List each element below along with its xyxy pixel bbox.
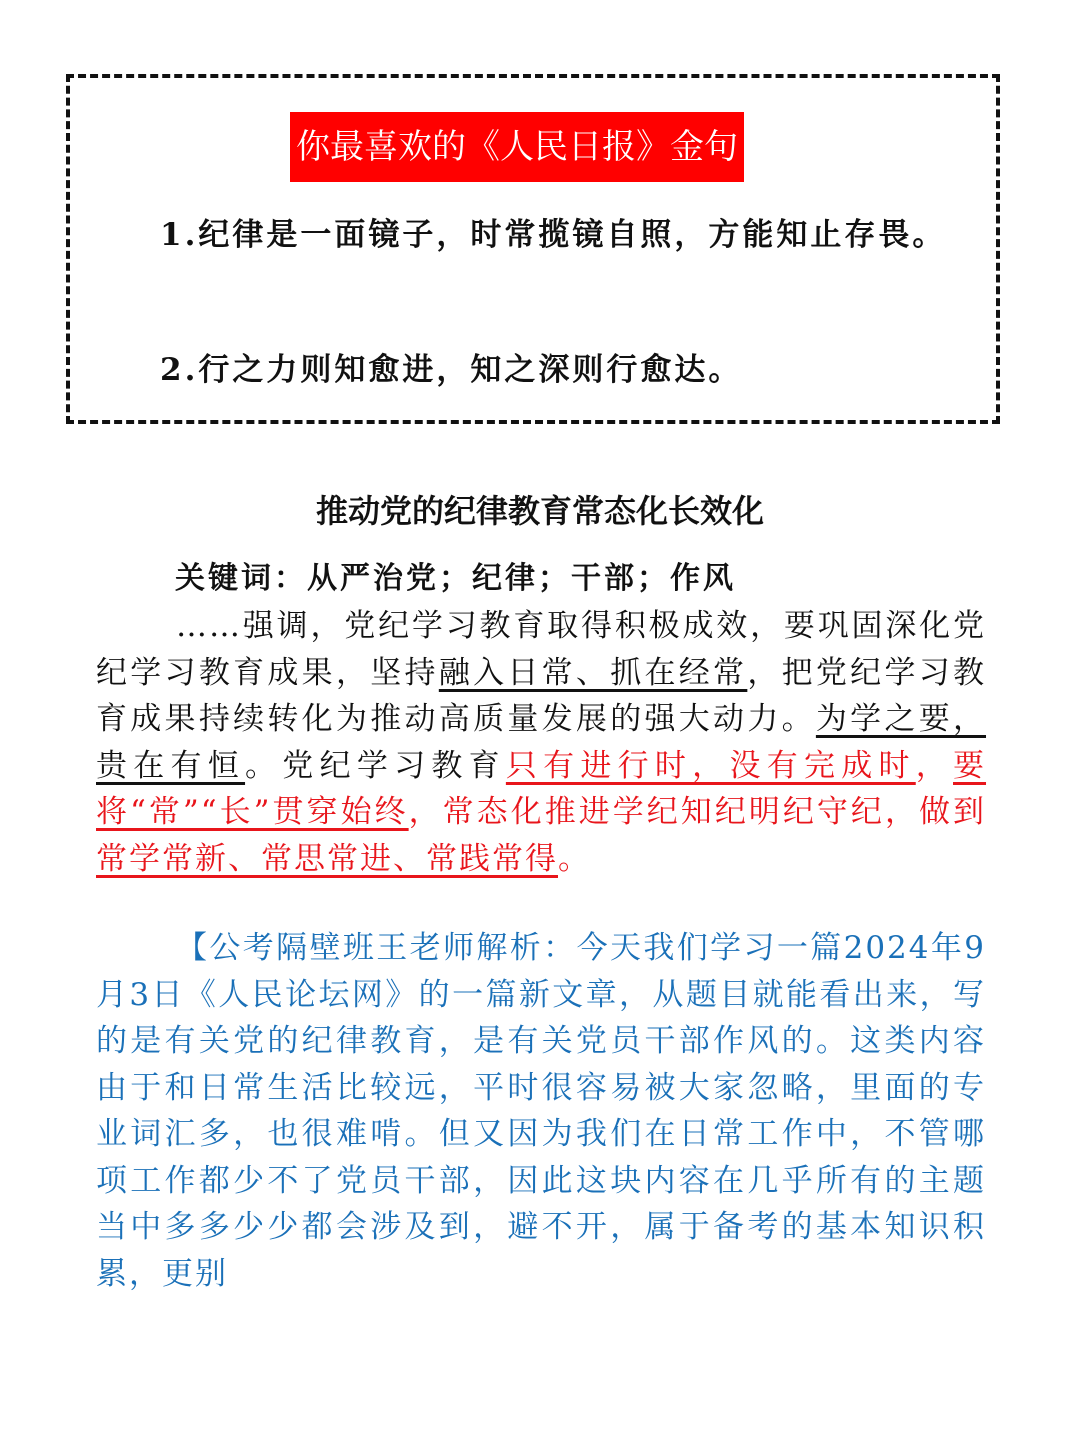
highlight-phrase: 只有进行时，没有完成时 [505, 747, 916, 784]
paragraph-text: ……强调，党纪学习教育取得积极成效，要巩固深化党纪学习教育成果，坚持 [96, 608, 986, 691]
underlined-phrase: 融入日常、抓在经常 [438, 654, 748, 691]
quote-1: 1.纪律是一面镜子，时常揽镜自照，方能知止存畏。 [160, 217, 947, 253]
article-paragraph [96, 603, 986, 882]
highlight-text: ， [915, 747, 954, 784]
highlight-phrase: 要将“常”“长”贯穿始终 [96, 747, 987, 830]
quote-2: 2.行之力则知愈进，知之深则行愈达。 [160, 352, 743, 388]
paragraph-text: ，把党纪学习教育成果持续转化为推动高质量发展的强大动力。 [96, 654, 987, 737]
analysis-paragraph: 【公考隔壁班王老师解析：今天我们学习一篇2024年9月3日《人民论坛网》的一篇新文章，从题目就能看出来，写的是有关党的纪律教育，是有关党员干部作风的。这类内容由于和日常生活比较远，平时很容易被大家忽略，里面的专业词汇多，也很难啃。但又因为我们在日常工作中，不管哪项工作都少不了党员干部，因此这块内容在几乎所有的主题当中多多少少都会涉及到，避不开，属于备考的基本知识积累，更别 [96, 930, 986, 1292]
paragraph-text: 。党纪学习教育 [245, 747, 506, 784]
highlight-phrase: 常学常新、常思常进、常践常得 [96, 840, 558, 877]
article-title: 推动党的纪律教育常态化长效化 [315, 492, 764, 530]
underlined-phrase: 为学之要，贵在有恒 [96, 701, 987, 784]
highlight-text: ，常态化推进学纪知纪明纪守纪，做到 [408, 794, 986, 830]
article-keywords: 关键词：从严治党；纪律；干部；作风 [175, 561, 736, 596]
highlight-text: 。 [558, 840, 591, 877]
quote-box-title: 你最喜欢的《人民日报》金句 [290, 112, 744, 182]
